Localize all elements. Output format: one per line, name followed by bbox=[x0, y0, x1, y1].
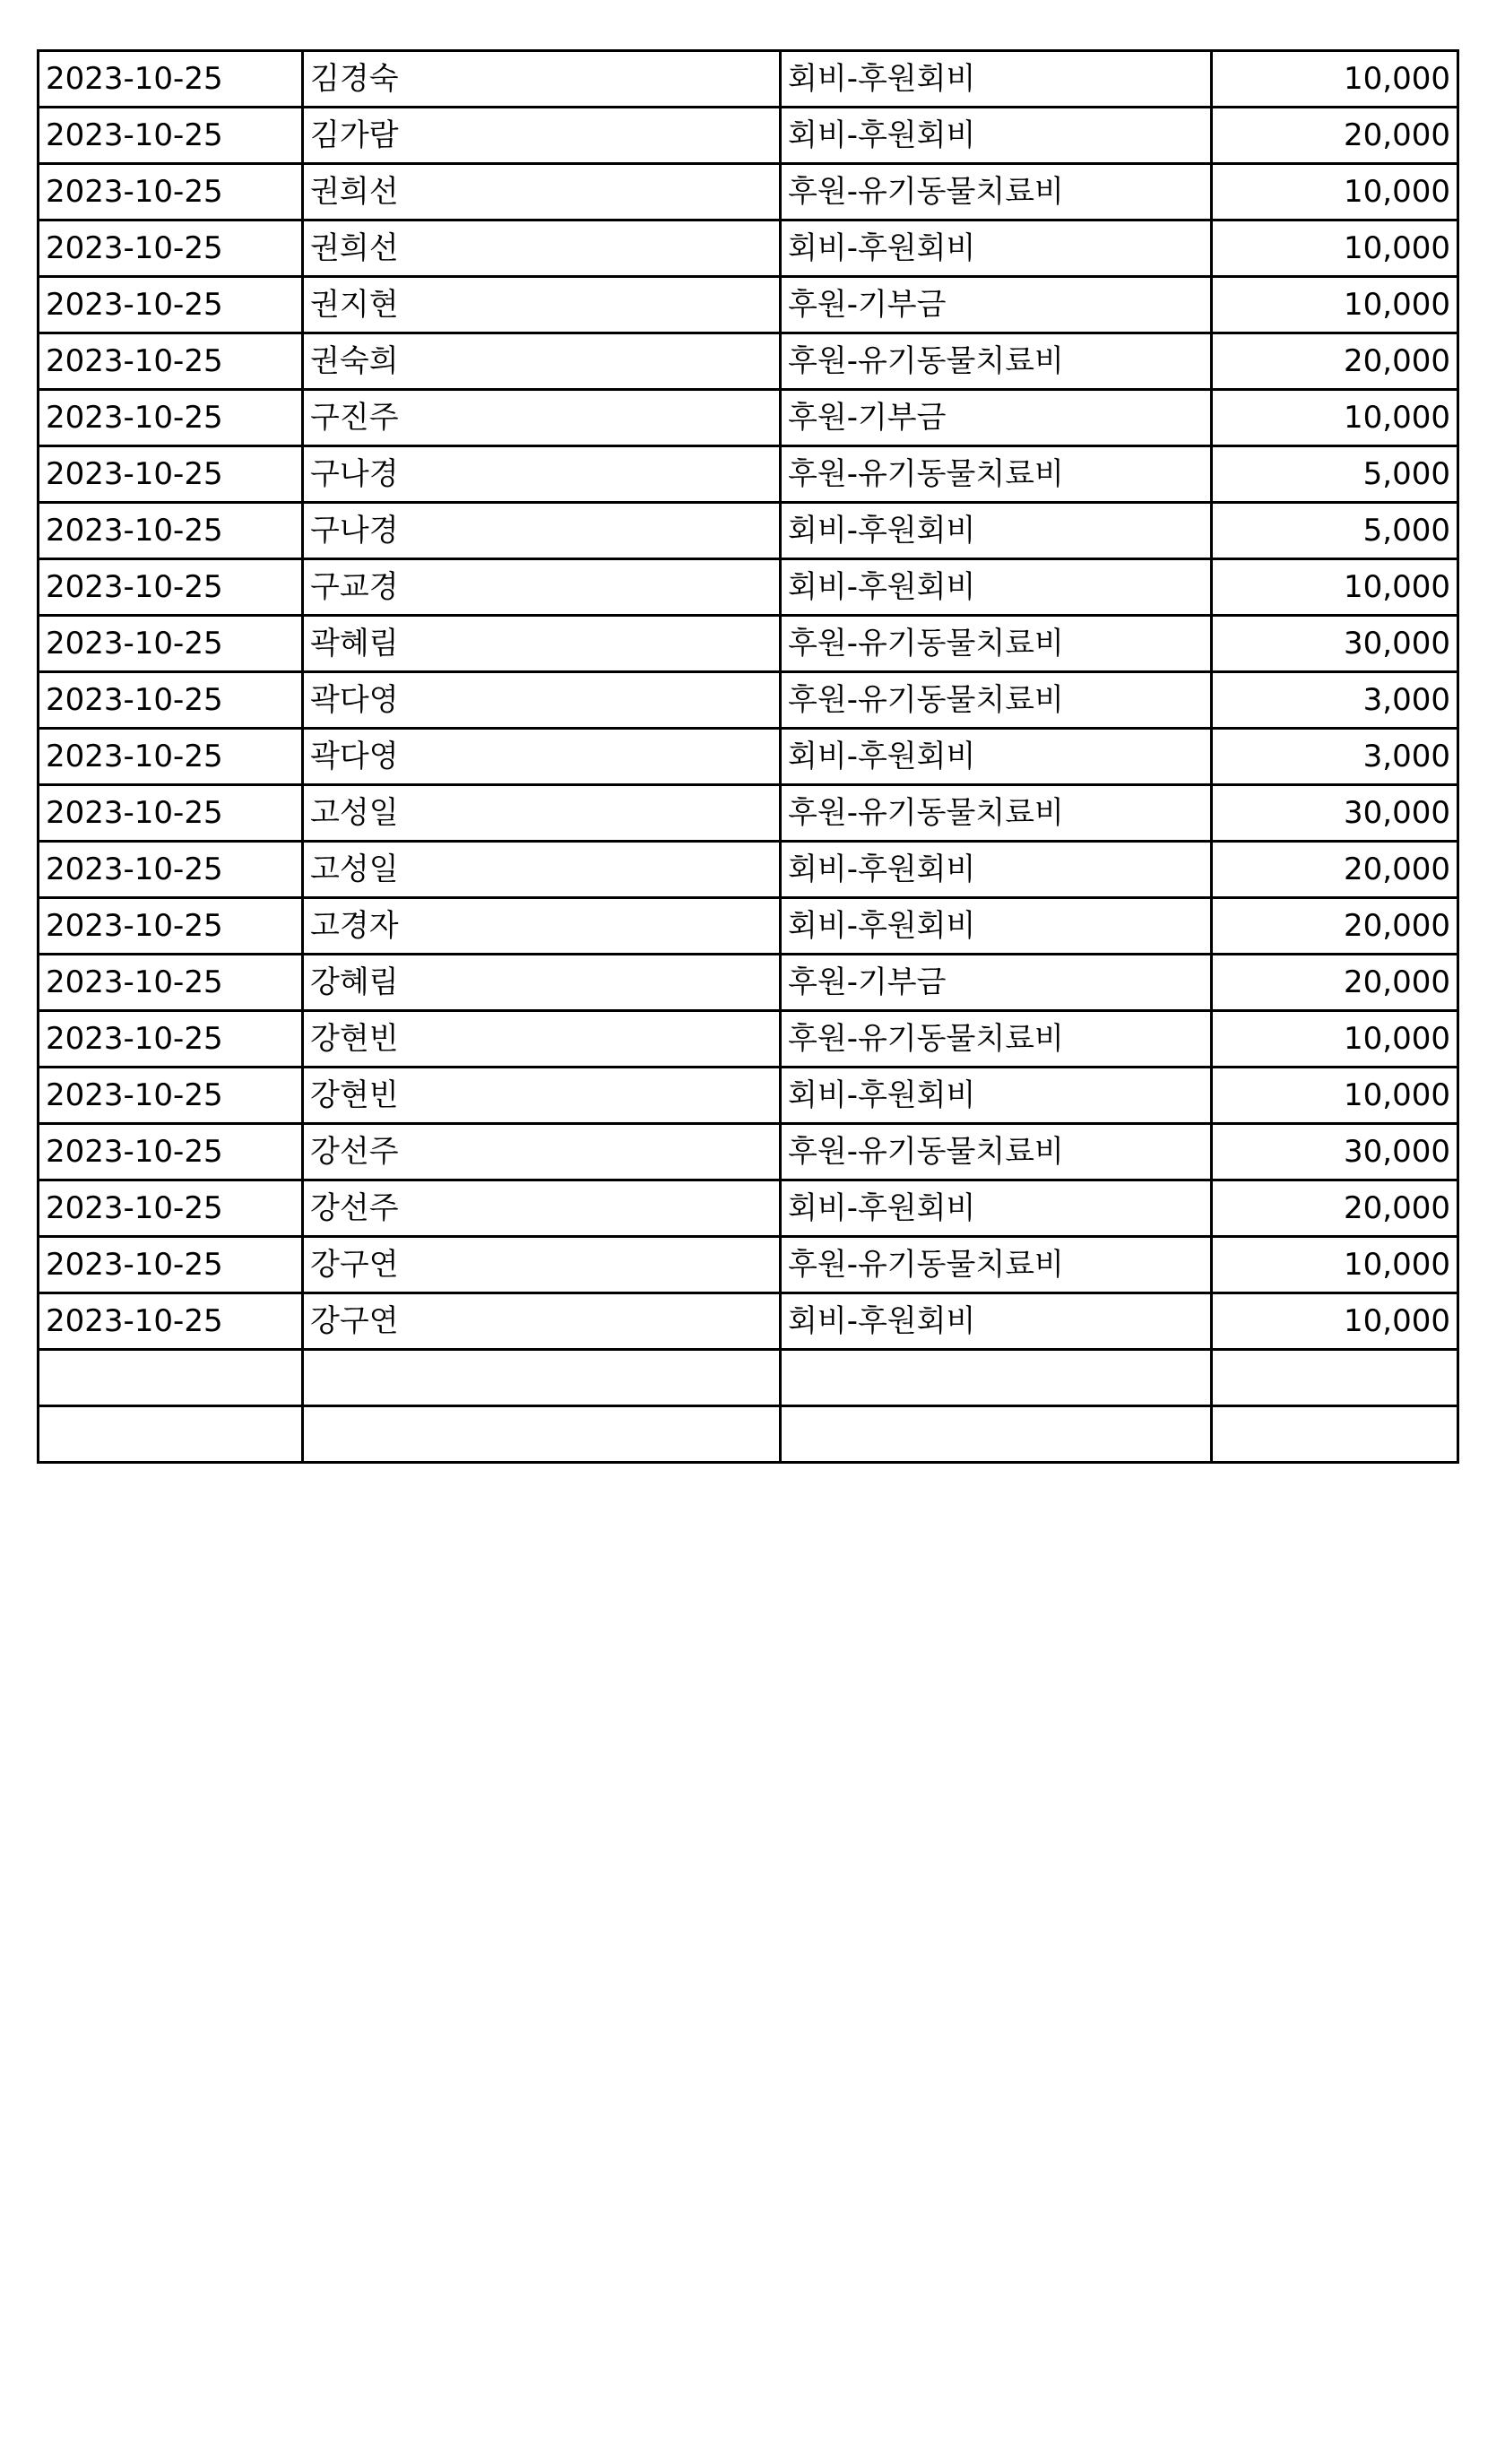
category-cell: 회비-후원회비 bbox=[781, 503, 1212, 559]
amount-cell: 30,000 bbox=[1212, 1124, 1458, 1180]
table-row bbox=[39, 164, 1458, 220]
date-cell: 2023-10-25 bbox=[39, 955, 303, 1011]
date-cell bbox=[39, 1350, 303, 1406]
amount-cell: 10,000 bbox=[1212, 559, 1458, 616]
donor-name-cell bbox=[303, 1350, 781, 1406]
table-row bbox=[39, 108, 1458, 164]
donor-name-cell: 강혜림 bbox=[303, 955, 781, 1011]
category-cell: 후원-유기동물치료비 bbox=[781, 1237, 1212, 1293]
amount-cell: 20,000 bbox=[1212, 955, 1458, 1011]
date-cell: 2023-10-25 bbox=[39, 108, 303, 164]
amount-cell bbox=[1212, 1406, 1458, 1463]
date-cell bbox=[39, 1406, 303, 1463]
donor-name-cell: 구교경 bbox=[303, 559, 781, 616]
amount-cell: 10,000 bbox=[1212, 164, 1458, 220]
date-cell: 2023-10-25 bbox=[39, 559, 303, 616]
category-cell: 후원-기부금 bbox=[781, 955, 1212, 1011]
category-cell: 후원-기부금 bbox=[781, 390, 1212, 446]
donor-name-cell: 강구연 bbox=[303, 1237, 781, 1293]
date-cell: 2023-10-25 bbox=[39, 446, 303, 503]
category-cell: 후원-유기동물치료비 bbox=[781, 164, 1212, 220]
amount-cell: 3,000 bbox=[1212, 729, 1458, 785]
category-cell: 후원-유기동물치료비 bbox=[781, 1124, 1212, 1180]
table-row bbox=[39, 1293, 1458, 1350]
date-cell: 2023-10-25 bbox=[39, 503, 303, 559]
date-cell: 2023-10-25 bbox=[39, 842, 303, 898]
table-row bbox=[39, 955, 1458, 1011]
table-row bbox=[39, 390, 1458, 446]
donor-name-cell: 구나경 bbox=[303, 503, 781, 559]
date-cell: 2023-10-25 bbox=[39, 333, 303, 390]
amount-cell: 20,000 bbox=[1212, 842, 1458, 898]
amount-cell: 10,000 bbox=[1212, 1068, 1458, 1124]
table-row bbox=[39, 559, 1458, 616]
donor-name-cell: 권지현 bbox=[303, 277, 781, 333]
date-cell: 2023-10-25 bbox=[39, 729, 303, 785]
table-row bbox=[39, 277, 1458, 333]
category-cell: 회비-후원회비 bbox=[781, 898, 1212, 955]
table-row bbox=[39, 1180, 1458, 1237]
table-row bbox=[39, 1124, 1458, 1180]
donor-name-cell: 김경숙 bbox=[303, 51, 781, 108]
category-cell: 후원-유기동물치료비 bbox=[781, 616, 1212, 672]
donor-name-cell: 권숙희 bbox=[303, 333, 781, 390]
donor-name-cell: 강현빈 bbox=[303, 1068, 781, 1124]
amount-cell: 10,000 bbox=[1212, 390, 1458, 446]
donor-name-cell: 김가람 bbox=[303, 108, 781, 164]
table-row bbox=[39, 446, 1458, 503]
amount-cell: 20,000 bbox=[1212, 1180, 1458, 1237]
amount-cell: 30,000 bbox=[1212, 616, 1458, 672]
date-cell: 2023-10-25 bbox=[39, 164, 303, 220]
amount-cell: 3,000 bbox=[1212, 672, 1458, 729]
table-row bbox=[39, 616, 1458, 672]
date-cell: 2023-10-25 bbox=[39, 1293, 303, 1350]
date-cell: 2023-10-25 bbox=[39, 672, 303, 729]
amount-cell: 10,000 bbox=[1212, 1237, 1458, 1293]
category-cell bbox=[781, 1350, 1212, 1406]
donor-name-cell: 곽혜림 bbox=[303, 616, 781, 672]
category-cell: 회비-후원회비 bbox=[781, 51, 1212, 108]
table-row bbox=[39, 1237, 1458, 1293]
date-cell: 2023-10-25 bbox=[39, 785, 303, 842]
donor-name-cell: 구나경 bbox=[303, 446, 781, 503]
donor-name-cell: 구진주 bbox=[303, 390, 781, 446]
table-row bbox=[39, 672, 1458, 729]
amount-cell: 20,000 bbox=[1212, 333, 1458, 390]
amount-cell: 10,000 bbox=[1212, 1011, 1458, 1068]
date-cell: 2023-10-25 bbox=[39, 1011, 303, 1068]
category-cell: 후원-유기동물치료비 bbox=[781, 333, 1212, 390]
donor-name-cell bbox=[303, 1406, 781, 1463]
category-cell: 회비-후원회비 bbox=[781, 1068, 1212, 1124]
category-cell: 회비-후원회비 bbox=[781, 108, 1212, 164]
category-cell: 후원-유기동물치료비 bbox=[781, 785, 1212, 842]
table-row bbox=[39, 1068, 1458, 1124]
date-cell: 2023-10-25 bbox=[39, 616, 303, 672]
table-row bbox=[39, 729, 1458, 785]
amount-cell: 30,000 bbox=[1212, 785, 1458, 842]
date-cell: 2023-10-25 bbox=[39, 898, 303, 955]
donor-name-cell: 강구연 bbox=[303, 1293, 781, 1350]
donor-name-cell: 고성일 bbox=[303, 785, 781, 842]
amount-cell: 5,000 bbox=[1212, 503, 1458, 559]
date-cell: 2023-10-25 bbox=[39, 390, 303, 446]
donor-name-cell: 곽다영 bbox=[303, 729, 781, 785]
table-row bbox=[39, 503, 1458, 559]
table-row-empty bbox=[39, 1350, 1458, 1406]
amount-cell: 20,000 bbox=[1212, 108, 1458, 164]
category-cell: 회비-후원회비 bbox=[781, 1293, 1212, 1350]
date-cell: 2023-10-25 bbox=[39, 1180, 303, 1237]
amount-cell: 10,000 bbox=[1212, 220, 1458, 277]
date-cell: 2023-10-25 bbox=[39, 51, 303, 108]
date-cell: 2023-10-25 bbox=[39, 1124, 303, 1180]
category-cell: 후원-유기동물치료비 bbox=[781, 672, 1212, 729]
category-cell: 회비-후원회비 bbox=[781, 1180, 1212, 1237]
category-cell: 후원-유기동물치료비 bbox=[781, 1011, 1212, 1068]
table-row bbox=[39, 333, 1458, 390]
date-cell: 2023-10-25 bbox=[39, 277, 303, 333]
donor-name-cell: 고경자 bbox=[303, 898, 781, 955]
category-cell: 후원-기부금 bbox=[781, 277, 1212, 333]
category-cell: 회비-후원회비 bbox=[781, 729, 1212, 785]
table-row-empty bbox=[39, 1406, 1458, 1463]
donation-ledger-table bbox=[37, 49, 1459, 1464]
table-row bbox=[39, 842, 1458, 898]
table-row bbox=[39, 51, 1458, 108]
category-cell: 회비-후원회비 bbox=[781, 559, 1212, 616]
donor-name-cell: 권희선 bbox=[303, 164, 781, 220]
amount-cell: 10,000 bbox=[1212, 51, 1458, 108]
donor-name-cell: 강현빈 bbox=[303, 1011, 781, 1068]
table-row bbox=[39, 898, 1458, 955]
date-cell: 2023-10-25 bbox=[39, 220, 303, 277]
amount-cell: 10,000 bbox=[1212, 1293, 1458, 1350]
donor-name-cell: 곽다영 bbox=[303, 672, 781, 729]
table-row bbox=[39, 785, 1458, 842]
date-cell: 2023-10-25 bbox=[39, 1068, 303, 1124]
donor-name-cell: 강선주 bbox=[303, 1180, 781, 1237]
amount-cell: 5,000 bbox=[1212, 446, 1458, 503]
category-cell: 회비-후원회비 bbox=[781, 220, 1212, 277]
amount-cell: 20,000 bbox=[1212, 898, 1458, 955]
amount-cell bbox=[1212, 1350, 1458, 1406]
category-cell: 후원-유기동물치료비 bbox=[781, 446, 1212, 503]
donor-name-cell: 권희선 bbox=[303, 220, 781, 277]
ledger-body bbox=[39, 51, 1458, 1463]
table-row bbox=[39, 1011, 1458, 1068]
table-row bbox=[39, 220, 1458, 277]
category-cell bbox=[781, 1406, 1212, 1463]
date-cell: 2023-10-25 bbox=[39, 1237, 303, 1293]
donor-name-cell: 강선주 bbox=[303, 1124, 781, 1180]
donor-name-cell: 고성일 bbox=[303, 842, 781, 898]
amount-cell: 10,000 bbox=[1212, 277, 1458, 333]
category-cell: 회비-후원회비 bbox=[781, 842, 1212, 898]
